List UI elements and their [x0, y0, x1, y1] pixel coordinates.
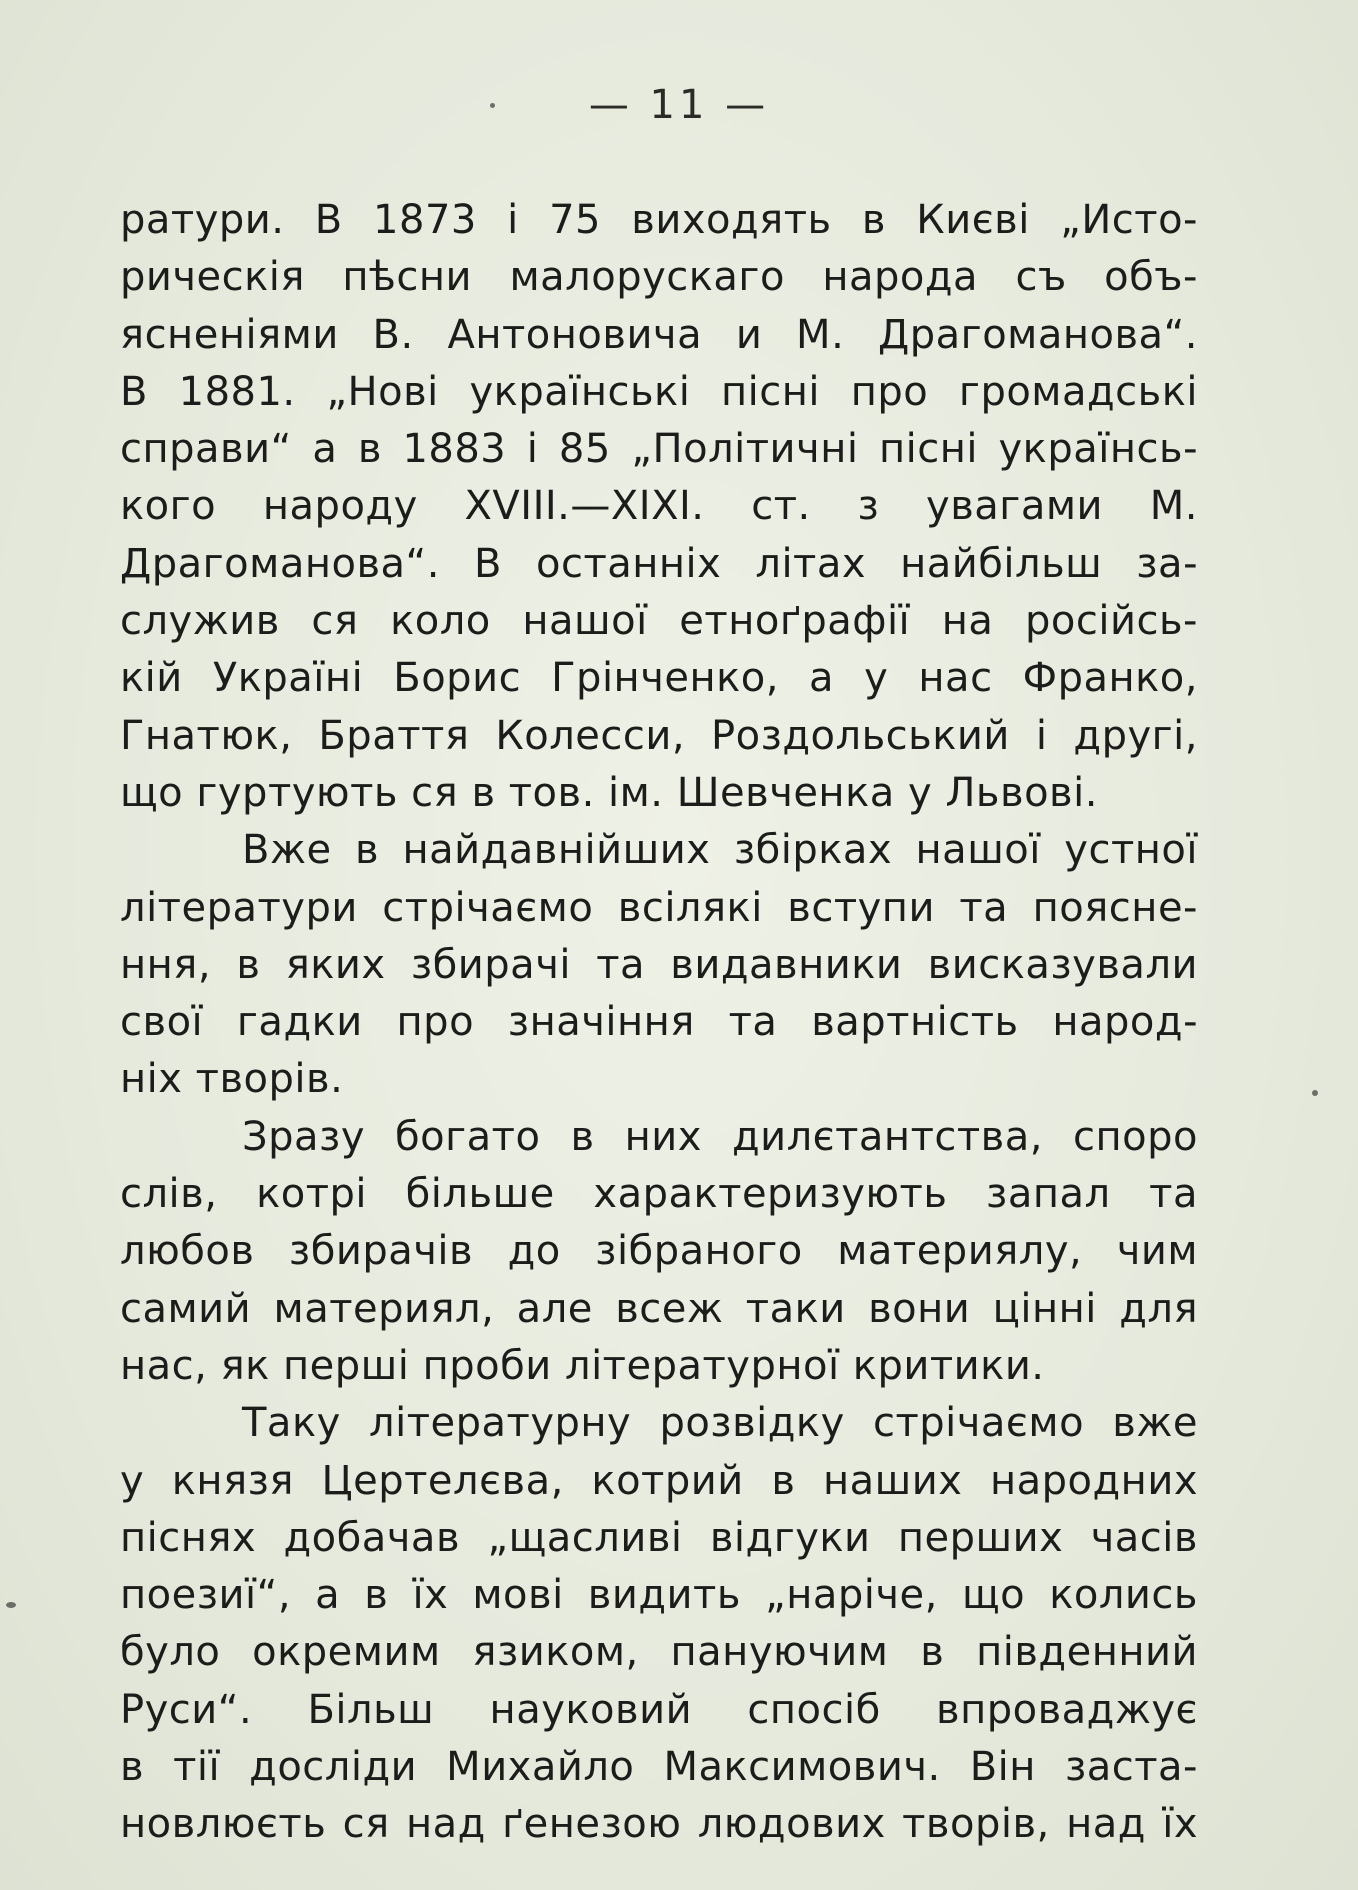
text-line: було окремим язиком, пануючим в південний — [120, 1629, 1198, 1676]
text-line: ратури. В 1873 і 75 виходять в Києві „Исто- — [120, 197, 1198, 243]
print-speck — [1312, 1090, 1318, 1096]
text-line: в тії досліди Михайло Максимович. Він заста- — [120, 1744, 1198, 1791]
text-line: самий материял, але всеж таки вони цінні для — [120, 1285, 1198, 1332]
paragraph-start-line: Зразу богато в них дилєтантства, споро — [242, 1113, 1198, 1160]
text-line: піснях добачав „щасливі відгуки перших часів — [120, 1514, 1198, 1561]
text-line: рическія пѣсни малорускаго народа съ объ- — [120, 254, 1198, 301]
text-line: ння, в яких збирачі та видавники висказували — [120, 941, 1198, 988]
page-number: — 11 — — [588, 82, 770, 128]
body-text — [120, 192, 1198, 1854]
text-line: Гнатюк, Браття Колесси, Роздольський і другі, — [120, 712, 1198, 759]
print-speck — [490, 103, 495, 108]
text-line: нас, як перші проби літературної критики. — [120, 1342, 1045, 1389]
paragraph-start-line: Вже в найдавнійших збірках нашої устної — [242, 827, 1198, 874]
text-line: кого народу XVIII.—XIXI. ст. з увагами М. — [120, 483, 1198, 530]
print-speck — [6, 1602, 16, 1608]
text-line: кій Україні Борис Грінченко, а у нас Франко, — [120, 655, 1198, 702]
text-line: ясненіями В. Антоновича и М. Драгоманова“. — [120, 311, 1198, 358]
text-line: у князя Цертелєва, котрий в наших народних — [120, 1457, 1198, 1504]
text-line: Руси“. Більш науковий спосіб впроваджує — [120, 1686, 1198, 1733]
text-line: справи“ а в 1883 і 85 „Політичні пісні українсь- — [120, 426, 1198, 473]
text-line: любов збирачів до зібраного материялу, чим — [120, 1228, 1198, 1275]
text-line: слів, котрі більше характеризують запал та — [120, 1171, 1198, 1218]
text-line: Драгоманова“. В останніх літах найбільш за- — [120, 540, 1198, 587]
text-line: свої гадки про значіння та вартність народ- — [120, 999, 1198, 1046]
text-line: служив ся коло нашої етноґрафії на російсь- — [120, 598, 1198, 645]
text-line: що гуртують ся в тов. ім. Шевченка у Львові. — [120, 769, 1098, 816]
text-line: новлюєть ся над ґенезою людових творів, над їх — [120, 1801, 1198, 1848]
paragraph-start-line: Таку літературну розвідку стрічаємо вже — [242, 1400, 1198, 1447]
text-line: В 1881. „Нові українські пісні про громадські — [120, 368, 1198, 415]
text-line: поезиї“, а в їх мові видить „наріче, що колись — [120, 1572, 1198, 1619]
text-line: ніх творів. — [120, 1056, 344, 1103]
text-line: літератури стрічаємо всілякі вступи та поясне- — [120, 884, 1198, 931]
